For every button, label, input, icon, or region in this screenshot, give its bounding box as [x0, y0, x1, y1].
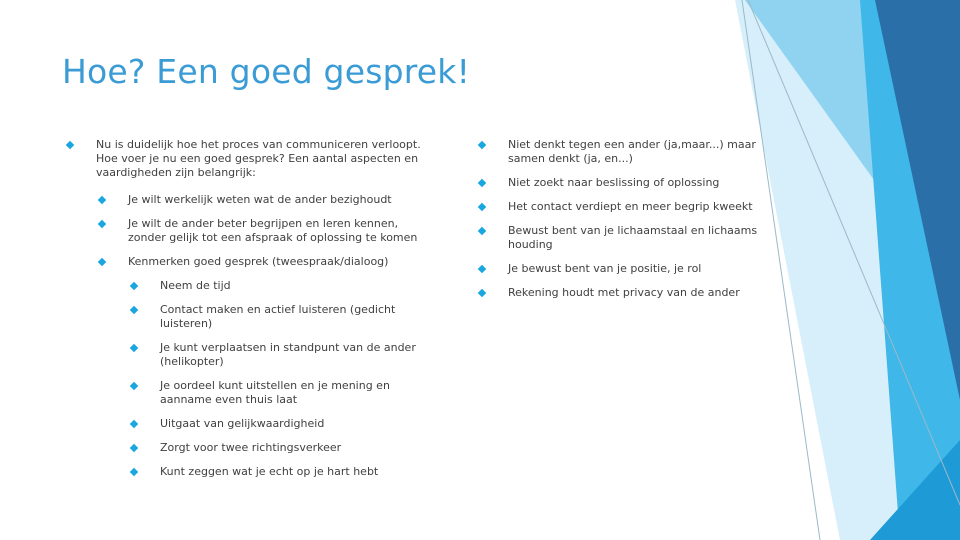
list-item: Kunt zeggen wat je echt op je hart hebt [130, 465, 436, 479]
intro-text: Nu is duidelijk hoe het proces van communiceren verloopt. Hoe voer je nu een goed gesprek? Een aantal aspecten en vaardigheden zijn belangrijk: [96, 138, 421, 179]
diamond-bullet-icon [130, 468, 138, 476]
diamond-bullet-icon [130, 344, 138, 352]
diamond-bullet-icon [478, 265, 486, 273]
list-item: Je bewust bent van je positie, je rol [478, 262, 758, 276]
diamond-bullet-icon [130, 282, 138, 290]
diamond-bullet-icon [478, 203, 486, 211]
list-item: Het contact verdiept en meer begrip kweekt [478, 200, 758, 214]
list-item: Zorgt voor twee richtingsverkeer [130, 441, 436, 455]
list-item: Je kunt verplaatsen in standpunt van de ander (helikopter) [130, 341, 420, 369]
page-title: Hoe? Een goed gesprek! [62, 52, 471, 91]
sub-list [66, 193, 436, 479]
diamond-bullet-icon [130, 444, 138, 452]
list-item: Rekening houdt met privacy van de ander [478, 286, 758, 300]
diamond-bullet-icon [66, 141, 74, 149]
diamond-bullet-icon [130, 382, 138, 390]
diamond-bullet-icon [98, 196, 106, 204]
diamond-bullet-icon [478, 227, 486, 235]
list-item: Contact maken en actief luisteren (gedicht luisteren) [130, 303, 400, 331]
list-item: Kenmerken goed gesprek (tweespraak/dialoog) [98, 255, 436, 269]
left-column [66, 138, 436, 479]
right-column [478, 138, 758, 300]
diamond-bullet-icon [478, 289, 486, 297]
list-item: Uitgaat van gelijkwaardigheid [130, 417, 436, 431]
list-item: Je wilt de ander beter begrijpen en leren kennen, zonder gelijk tot een afspraak of oplossing te komen [98, 217, 436, 245]
sub-sub-list [98, 279, 436, 479]
diamond-bullet-icon [130, 306, 138, 314]
diamond-bullet-icon [478, 141, 486, 149]
diamond-bullet-icon [130, 420, 138, 428]
list-item: Je wilt werkelijk weten wat de ander bezighoudt [98, 193, 436, 207]
list-item: Je oordeel kunt uitstellen en je mening en aanname even thuis laat [130, 379, 410, 407]
list-item: Bewust bent van je lichaamstaal en lichaams houding [478, 224, 758, 252]
list-item: Neem de tijd [130, 279, 436, 293]
diamond-bullet-icon [98, 220, 106, 228]
list-item: Niet denkt tegen een ander (ja,maar...) maar samen denkt (ja, en...) [478, 138, 758, 166]
diamond-bullet-icon [478, 179, 486, 187]
list-item: Niet zoekt naar beslissing of oplossing [478, 176, 758, 190]
diamond-bullet-icon [98, 258, 106, 266]
list-item [66, 138, 436, 180]
